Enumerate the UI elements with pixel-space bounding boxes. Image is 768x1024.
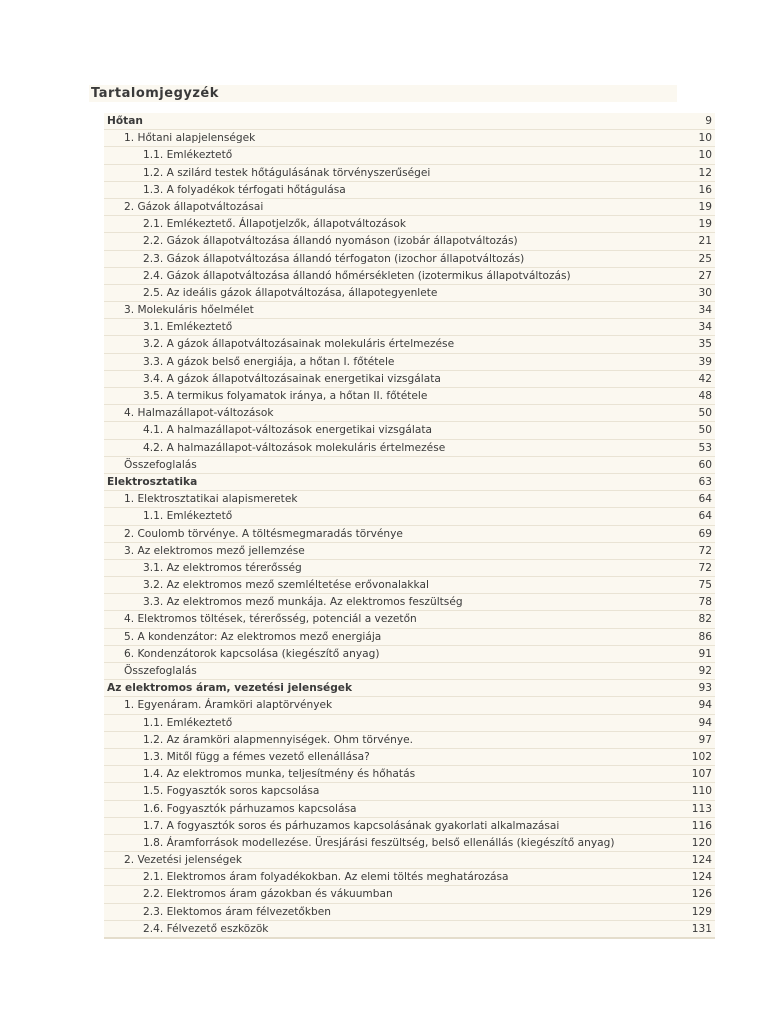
toc-entry-title: 2.4. Gázok állapotváltozása állandó hőmérsékleten (izotermikus állapotváltozás) <box>143 269 571 282</box>
toc-subsection-row[interactable] <box>104 577 715 594</box>
toc-entry-page: 50 <box>698 424 712 437</box>
toc-subsection-row[interactable] <box>104 869 715 886</box>
toc-entry-page: 25 <box>698 252 712 265</box>
toc-entry-page: 27 <box>698 269 712 282</box>
toc-entry-page: 102 <box>691 750 712 763</box>
toc-entry-page: 124 <box>691 871 712 884</box>
toc-entry-title: 1.3. A folyadékok térfogati hőtágulása <box>143 183 346 196</box>
toc-entry-title: 3.3. A gázok belső energiája, a hőtan I. főtétele <box>143 355 395 368</box>
toc-subsection-row[interactable] <box>104 508 715 525</box>
toc-section-row[interactable] <box>104 852 715 869</box>
toc-subsection-row[interactable] <box>104 749 715 766</box>
toc-entry-page: 75 <box>698 579 712 592</box>
toc-entry-title: 4. Halmazállapot-változások <box>124 407 274 420</box>
toc-entry-page: 34 <box>698 304 712 317</box>
toc-entry-title: 1.6. Fogyasztók párhuzamos kapcsolása <box>143 802 357 815</box>
toc-entry-page: 42 <box>698 372 712 385</box>
toc-section-row[interactable] <box>104 302 715 319</box>
toc-entry-page: 30 <box>698 286 712 299</box>
toc-entry-title: 1. Egyenáram. Áramköri alaptörvények <box>124 699 333 712</box>
toc-entry-page: 63 <box>698 475 712 488</box>
toc-entry-page: 82 <box>698 613 712 626</box>
toc-entry-title: 2.5. Az ideális gázok állapotváltozása, állapotegyenlete <box>143 286 438 299</box>
toc-subsection-row[interactable] <box>104 715 715 732</box>
toc-entry-page: 124 <box>691 854 712 867</box>
toc-entry-title: 3. Molekuláris hőelmélet <box>124 304 254 317</box>
toc-entry-title: 1.1. Emlékeztető <box>143 716 233 729</box>
toc-entry-title: 2. Coulomb törvénye. A töltésmegmaradás törvénye <box>124 527 403 540</box>
toc-subsection-row[interactable] <box>104 886 715 903</box>
toc-entry-title: Összefoglalás <box>124 458 197 471</box>
toc-chapter-row[interactable] <box>104 474 715 491</box>
toc-subsection-row[interactable] <box>104 233 715 250</box>
toc-entry-title: 2. Gázok állapotváltozásai <box>124 200 264 213</box>
toc-subsection-row[interactable] <box>104 440 715 457</box>
toc-entry-page: 10 <box>698 149 712 162</box>
toc-entry-title: 5. A kondenzátor: Az elektromos mező energiája <box>124 630 382 643</box>
toc-subsection-row[interactable] <box>104 732 715 749</box>
toc-entry-page: 78 <box>698 596 712 609</box>
toc-section-row[interactable] <box>104 526 715 543</box>
toc-subsection-row[interactable] <box>104 216 715 233</box>
toc-entry-title: 2.4. Félvezető eszközök <box>143 922 269 935</box>
toc-list <box>104 113 715 939</box>
toc-entry-page: 60 <box>698 458 712 471</box>
toc-entry-title: 3.1. Az elektromos térerősség <box>143 561 302 574</box>
toc-section-row[interactable] <box>104 199 715 216</box>
toc-entry-title: 1.1. Emlékeztető <box>143 149 233 162</box>
toc-entry-page: 64 <box>698 493 712 506</box>
toc-entry-page: 48 <box>698 390 712 402</box>
toc-entry-title: 6. Kondenzátorok kapcsolása (kiegészítő anyag) <box>124 647 380 660</box>
toc-section-row[interactable] <box>104 646 715 663</box>
toc-entry-title: 3.1. Emlékeztető <box>143 321 233 334</box>
toc-entry-title: 3.2. Az elektromos mező szemléltetése erővonalakkal <box>143 579 429 592</box>
toc-entry-title: 3. Az elektromos mező jellemzése <box>124 544 305 557</box>
toc-section-row[interactable] <box>104 663 715 680</box>
toc-entry-title: 2. Vezetési jelenségek <box>124 854 243 867</box>
toc-entry-page: 126 <box>691 888 712 901</box>
toc-section-row[interactable] <box>104 697 715 714</box>
toc-entry-page: 21 <box>698 235 712 248</box>
toc-entry-page: 120 <box>691 836 712 849</box>
toc-subsection-row[interactable] <box>104 354 715 371</box>
toc-entry-page: 35 <box>698 338 712 351</box>
toc-entry-page: 94 <box>698 716 712 729</box>
toc-entry-page: 16 <box>698 183 712 196</box>
toc-section-row[interactable] <box>104 611 715 628</box>
toc-entry-title: 2.2. Elektromos áram gázokban és vákuumban <box>143 888 393 901</box>
toc-entry-page: 116 <box>691 819 712 832</box>
toc-entry-title: 1.2. Az áramköri alapmennyiségek. Ohm törvénye. <box>143 733 413 746</box>
toc-subsection-row[interactable] <box>104 904 715 921</box>
toc-section-row[interactable] <box>104 491 715 508</box>
toc-entry-page: 12 <box>698 166 712 179</box>
toc-entry-page: 131 <box>691 922 712 935</box>
toc-entry-title: 1. Elektrosztatikai alapismeretek <box>124 493 298 506</box>
toc-entry-title: 4.2. A halmazállapot-változások molekuláris értelmezése <box>143 441 446 454</box>
toc-entry-title: 2.2. Gázok állapotváltozása állandó nyomáson (izobár állapotváltozás) <box>143 235 518 248</box>
toc-entry-page: 34 <box>698 321 712 334</box>
toc-subsection-row[interactable] <box>104 921 715 939</box>
toc-entry-page: 113 <box>691 802 712 815</box>
toc-entry-title: 2.1. Elektromos áram folyadékokban. Az elemi töltés meghatározása <box>143 871 509 884</box>
toc-entry-page: 129 <box>691 905 712 918</box>
toc-entry-title: 1.1. Emlékeztető <box>143 510 233 523</box>
toc-entry-title: Elektrosztatika <box>107 475 198 488</box>
toc-entry-page: 72 <box>698 561 712 574</box>
toc-subsection-row[interactable] <box>104 336 715 353</box>
toc-chapter-row[interactable] <box>104 680 715 697</box>
toc-subsection-row[interactable] <box>104 835 715 852</box>
toc-entry-title: 3.3. Az elektromos mező munkája. Az elektromos feszültség <box>143 596 463 609</box>
toc-entry-title: 1.7. A fogyasztók soros és párhuzamos kapcsolásának gyakorlati alkalmazásai <box>143 819 560 832</box>
toc-entry-page: 69 <box>698 527 712 540</box>
toc-entry-page: 91 <box>698 647 712 660</box>
toc-entry-title: 2.1. Emlékeztető. Állapotjelzők, állapotváltozások <box>143 218 406 231</box>
toc-entry-page: 50 <box>698 407 712 420</box>
toc-entry-title: 2.3. Elektomos áram félvezetőkben <box>143 905 332 918</box>
toc-entry-page: 64 <box>698 510 712 523</box>
toc-subsection-row[interactable] <box>104 560 715 577</box>
toc-entry-page: 10 <box>698 132 712 145</box>
toc-entry-title: 4. Elektromos töltések, térerősség, potenciál a vezetőn <box>124 613 417 626</box>
toc-chapter-row[interactable] <box>104 113 715 130</box>
toc-entry-page: 110 <box>691 785 712 798</box>
toc-entry-title: Az elektromos áram, vezetési jelenségek <box>107 682 353 695</box>
toc-entry-page: 86 <box>698 630 712 643</box>
toc-subsection-row[interactable] <box>104 766 715 783</box>
toc-subsection-row[interactable] <box>104 285 715 302</box>
toc-entry-page: 19 <box>698 218 712 231</box>
toc-subsection-row[interactable] <box>104 371 715 388</box>
toc-subsection-row[interactable] <box>104 422 715 439</box>
toc-section-row[interactable] <box>104 130 715 147</box>
toc-entry-title: 3.4. A gázok állapotváltozásainak energetikai vizsgálata <box>143 372 441 385</box>
toc-subsection-row[interactable] <box>104 251 715 268</box>
toc-entry-page: 72 <box>698 544 712 557</box>
toc-subsection-row[interactable] <box>104 165 715 182</box>
toc-entry-page: 107 <box>691 768 712 781</box>
toc-subsection-row[interactable] <box>104 268 715 285</box>
toc-section-row[interactable] <box>104 629 715 646</box>
toc-subsection-row[interactable] <box>104 783 715 800</box>
toc-section-row[interactable] <box>104 543 715 560</box>
toc-subsection-row[interactable] <box>104 818 715 835</box>
toc-entry-page: 53 <box>698 441 712 454</box>
toc-entry-page: 97 <box>698 733 712 746</box>
toc-entry-title: Összefoglalás <box>124 665 197 677</box>
toc-entry-title: 2.3. Gázok állapotváltozása állandó térfogaton (izochor állapotváltozás) <box>143 252 525 265</box>
toc-entry-title: 1. Hőtani alapjelenségek <box>124 132 256 145</box>
toc-entry-title: 3.5. A termikus folyamatok iránya, a hőtan II. főtétele <box>143 390 428 402</box>
toc-entry-title: 1.5. Fogyasztók soros kapcsolása <box>143 785 320 798</box>
toc-subsection-row[interactable] <box>104 147 715 164</box>
toc-section-row[interactable] <box>104 457 715 474</box>
toc-subsection-row[interactable] <box>104 319 715 336</box>
toc-subsection-row[interactable] <box>104 182 715 199</box>
toc-entry-page: 92 <box>698 665 712 677</box>
toc-entry-page: 19 <box>698 200 712 213</box>
toc-entry-page: 94 <box>698 699 712 712</box>
toc-subsection-row[interactable] <box>104 801 715 818</box>
toc-entry-title: 4.1. A halmazállapot-változások energetikai vizsgálata <box>143 424 432 437</box>
toc-title: Tartalomjegyzék <box>89 85 677 102</box>
toc-entry-title: 1.3. Mitől függ a fémes vezető ellenállása? <box>143 750 370 763</box>
toc-entry-title: 3.2. A gázok állapotváltozásainak molekuláris értelmezése <box>143 338 455 351</box>
toc-entry-title: Hőtan <box>107 115 143 127</box>
toc-entry-title: 1.2. A szilárd testek hőtágulásának törvényszerűségei <box>143 166 431 179</box>
toc-section-row[interactable] <box>104 405 715 422</box>
toc-entry-page: 39 <box>698 355 712 368</box>
toc-entry-title: 1.4. Az elektromos munka, teljesítmény és hőhatás <box>143 768 416 781</box>
toc-subsection-row[interactable] <box>104 388 715 405</box>
toc-entry-page: 9 <box>705 115 712 127</box>
toc-subsection-row[interactable] <box>104 594 715 611</box>
toc-entry-page: 93 <box>698 682 712 695</box>
toc-entry-title: 1.8. Áramforrások modellezése. Üresjárási feszültség, belső ellenállás (kiegészítő anyag) <box>143 836 615 849</box>
